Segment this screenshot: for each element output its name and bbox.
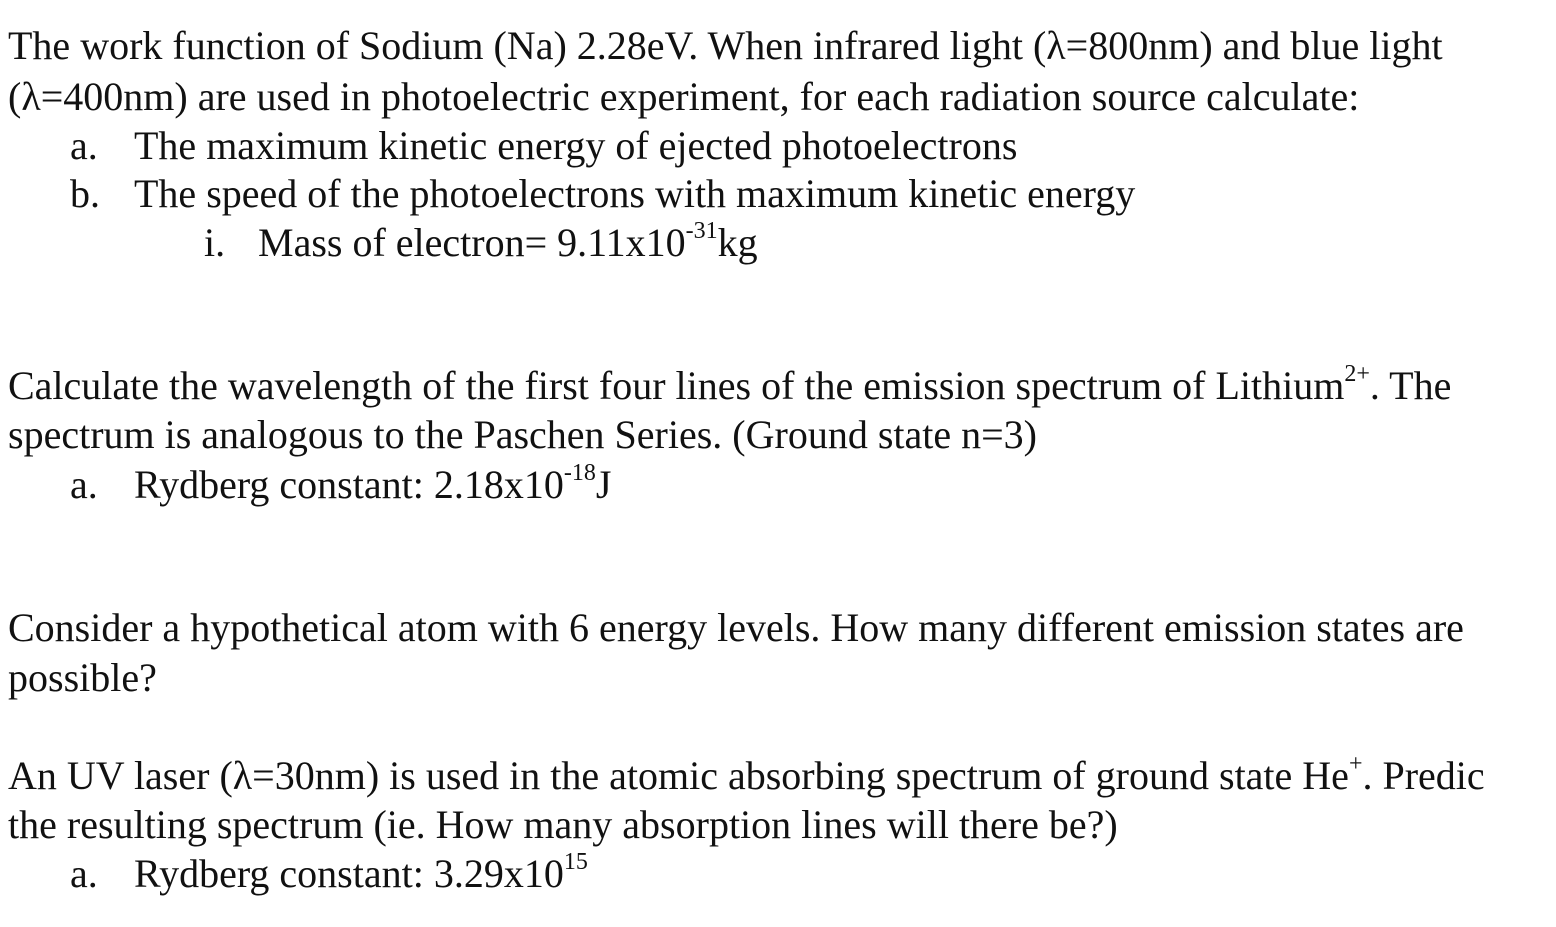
q2-item-a-exponent: -18 bbox=[563, 459, 596, 486]
q1-item-a-label: a. bbox=[70, 123, 98, 168]
q2-line-1-text: Calculate the wavelength of the first four lines of the emission spectrum of Lithium bbox=[8, 363, 1345, 408]
q4-line-2: the resulting spectrum (ie. How many absorption lines will there be?) bbox=[8, 802, 1118, 847]
q1-item-b-label: b. bbox=[70, 171, 100, 216]
q2-line-1-end: . The bbox=[1369, 363, 1452, 408]
q1-item-i-unit: kg bbox=[717, 220, 758, 265]
q2-charge-superscript: 2+ bbox=[1344, 360, 1370, 387]
q4-item-a-label: a. bbox=[70, 851, 98, 896]
q1-line-1: The work function of Sodium (Na) 2.28eV. When infrared light (λ=800nm) and blue light bbox=[8, 23, 1443, 68]
q1-item-i bbox=[204, 218, 758, 268]
q2-item-a-text: Rydberg constant: 2.18x10 bbox=[134, 462, 564, 507]
q1-item-i-text: Mass of electron= 9.11x10 bbox=[258, 220, 686, 265]
q2-line-1 bbox=[8, 361, 1451, 411]
q1-item-a-text: The maximum kinetic energy of ejected photoelectrons bbox=[134, 123, 1018, 168]
q2-item-a bbox=[70, 460, 611, 510]
q3-line-1: Consider a hypothetical atom with 6 energy levels. How many different emission states are bbox=[8, 605, 1464, 650]
q1-line-2: (λ=400nm) are used in photoelectric experiment, for each radiation source calculate: bbox=[8, 74, 1360, 119]
q4-item-a-exponent: 15 bbox=[563, 848, 588, 875]
q1-item-i-exponent: -31 bbox=[685, 217, 718, 244]
q2-item-a-label: a. bbox=[70, 462, 98, 507]
q4-line-1-text: An UV laser (λ=30nm) is used in the atomic absorbing spectrum of ground state He bbox=[8, 753, 1349, 798]
q2-item-a-unit: J bbox=[595, 462, 612, 507]
q4-line-1-end: . Predic bbox=[1362, 753, 1485, 798]
q4-charge-superscript: + bbox=[1348, 750, 1363, 777]
q1-item-b bbox=[70, 169, 1135, 219]
q1-item-a bbox=[70, 121, 1017, 171]
q1-item-i-label: i. bbox=[204, 220, 226, 265]
q4-item-a bbox=[70, 849, 588, 899]
q3-line-2: possible? bbox=[8, 655, 157, 700]
q1-item-b-text: The speed of the photoelectrons with maximum kinetic energy bbox=[134, 171, 1136, 216]
q4-line-1 bbox=[8, 751, 1485, 801]
q2-line-2: spectrum is analogous to the Paschen Series. (Ground state n=3) bbox=[8, 412, 1038, 457]
q4-item-a-text: Rydberg constant: 3.29x10 bbox=[134, 851, 564, 896]
